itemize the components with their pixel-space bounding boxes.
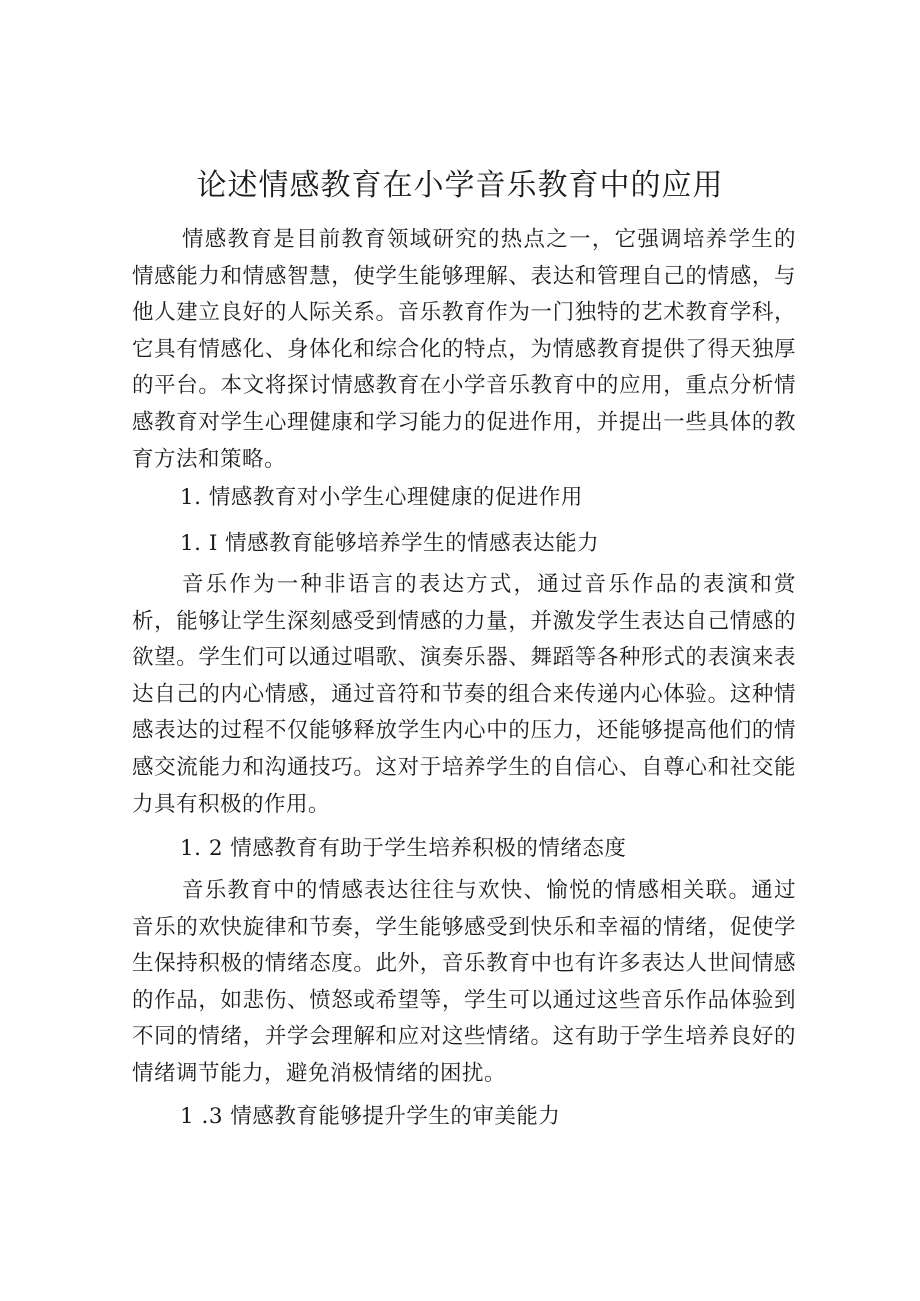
section-1-heading: 1. 情感教育对小学生心理健康的促进作用: [180, 485, 583, 510]
intro-paragraph: 情感教育是目前教育领域研究的热点之一，它强调培养学生的情感能力和情感智慧，使学生能够理解、表达和管理自己的情感，与他人建立良好的人际关系。音乐教育作为一门独特的艺术教育学科，它具有情感化、身体化和综合化的特点，为情感教育提供了得天独厚的平台。本文将探讨情感教育在小学音乐教育中的应用，重点分析情感教育对学生心理健康和学习能力的促进作用，并提出一些具体的教育方法和策略。: [132, 227, 796, 472]
section-1-1-paragraph: 音乐作为一种非语言的表达方式，通过音乐作品的表演和赏析，能够让学生深刻感受到情感的力量，并激发学生表达自己情感的欲望。学生们可以通过唱歌、演奏乐器、舞蹈等各种形式的表演来表达自己的内心情感，通过音符和节奏的组合来传递内心体验。这种情感表达的过程不仅能够释放学生内心中的压力，还能够提高他们的情感交流能力和沟通技巧。这对于培养学生的自信心、自尊心和社交能力具有积极的作用。: [132, 572, 796, 817]
section-1-2-paragraph: 音乐教育中的情感表达往往与欢快、愉悦的情感相关联。通过音乐的欢快旋律和节奏，学生能够感受到快乐和幸福的情绪，促使学生保持积极的情绪态度。此外，音乐教育中也有许多表达人世间情感的作品，如悲伤、愤怒或希望等，学生可以通过这些音乐作品体验到不同的情绪，并学会理解和应对这些情绪。这有助于学生培养良好的情绪调节能力，避免消极情绪的困扰。: [132, 878, 796, 1086]
section-1-1-heading: 1. I 情感教育能够培养学生的情感表达能力: [180, 531, 600, 556]
section-1-3-heading: 1 .3 情感教育能够提升学生的审美能力: [180, 1104, 561, 1129]
document-title: 论述情感教育在小学音乐教育中的应用: [196, 168, 724, 203]
section-1-2-heading: 1. 2 情感教育有助于学生培养积极的情绪态度: [180, 836, 627, 861]
